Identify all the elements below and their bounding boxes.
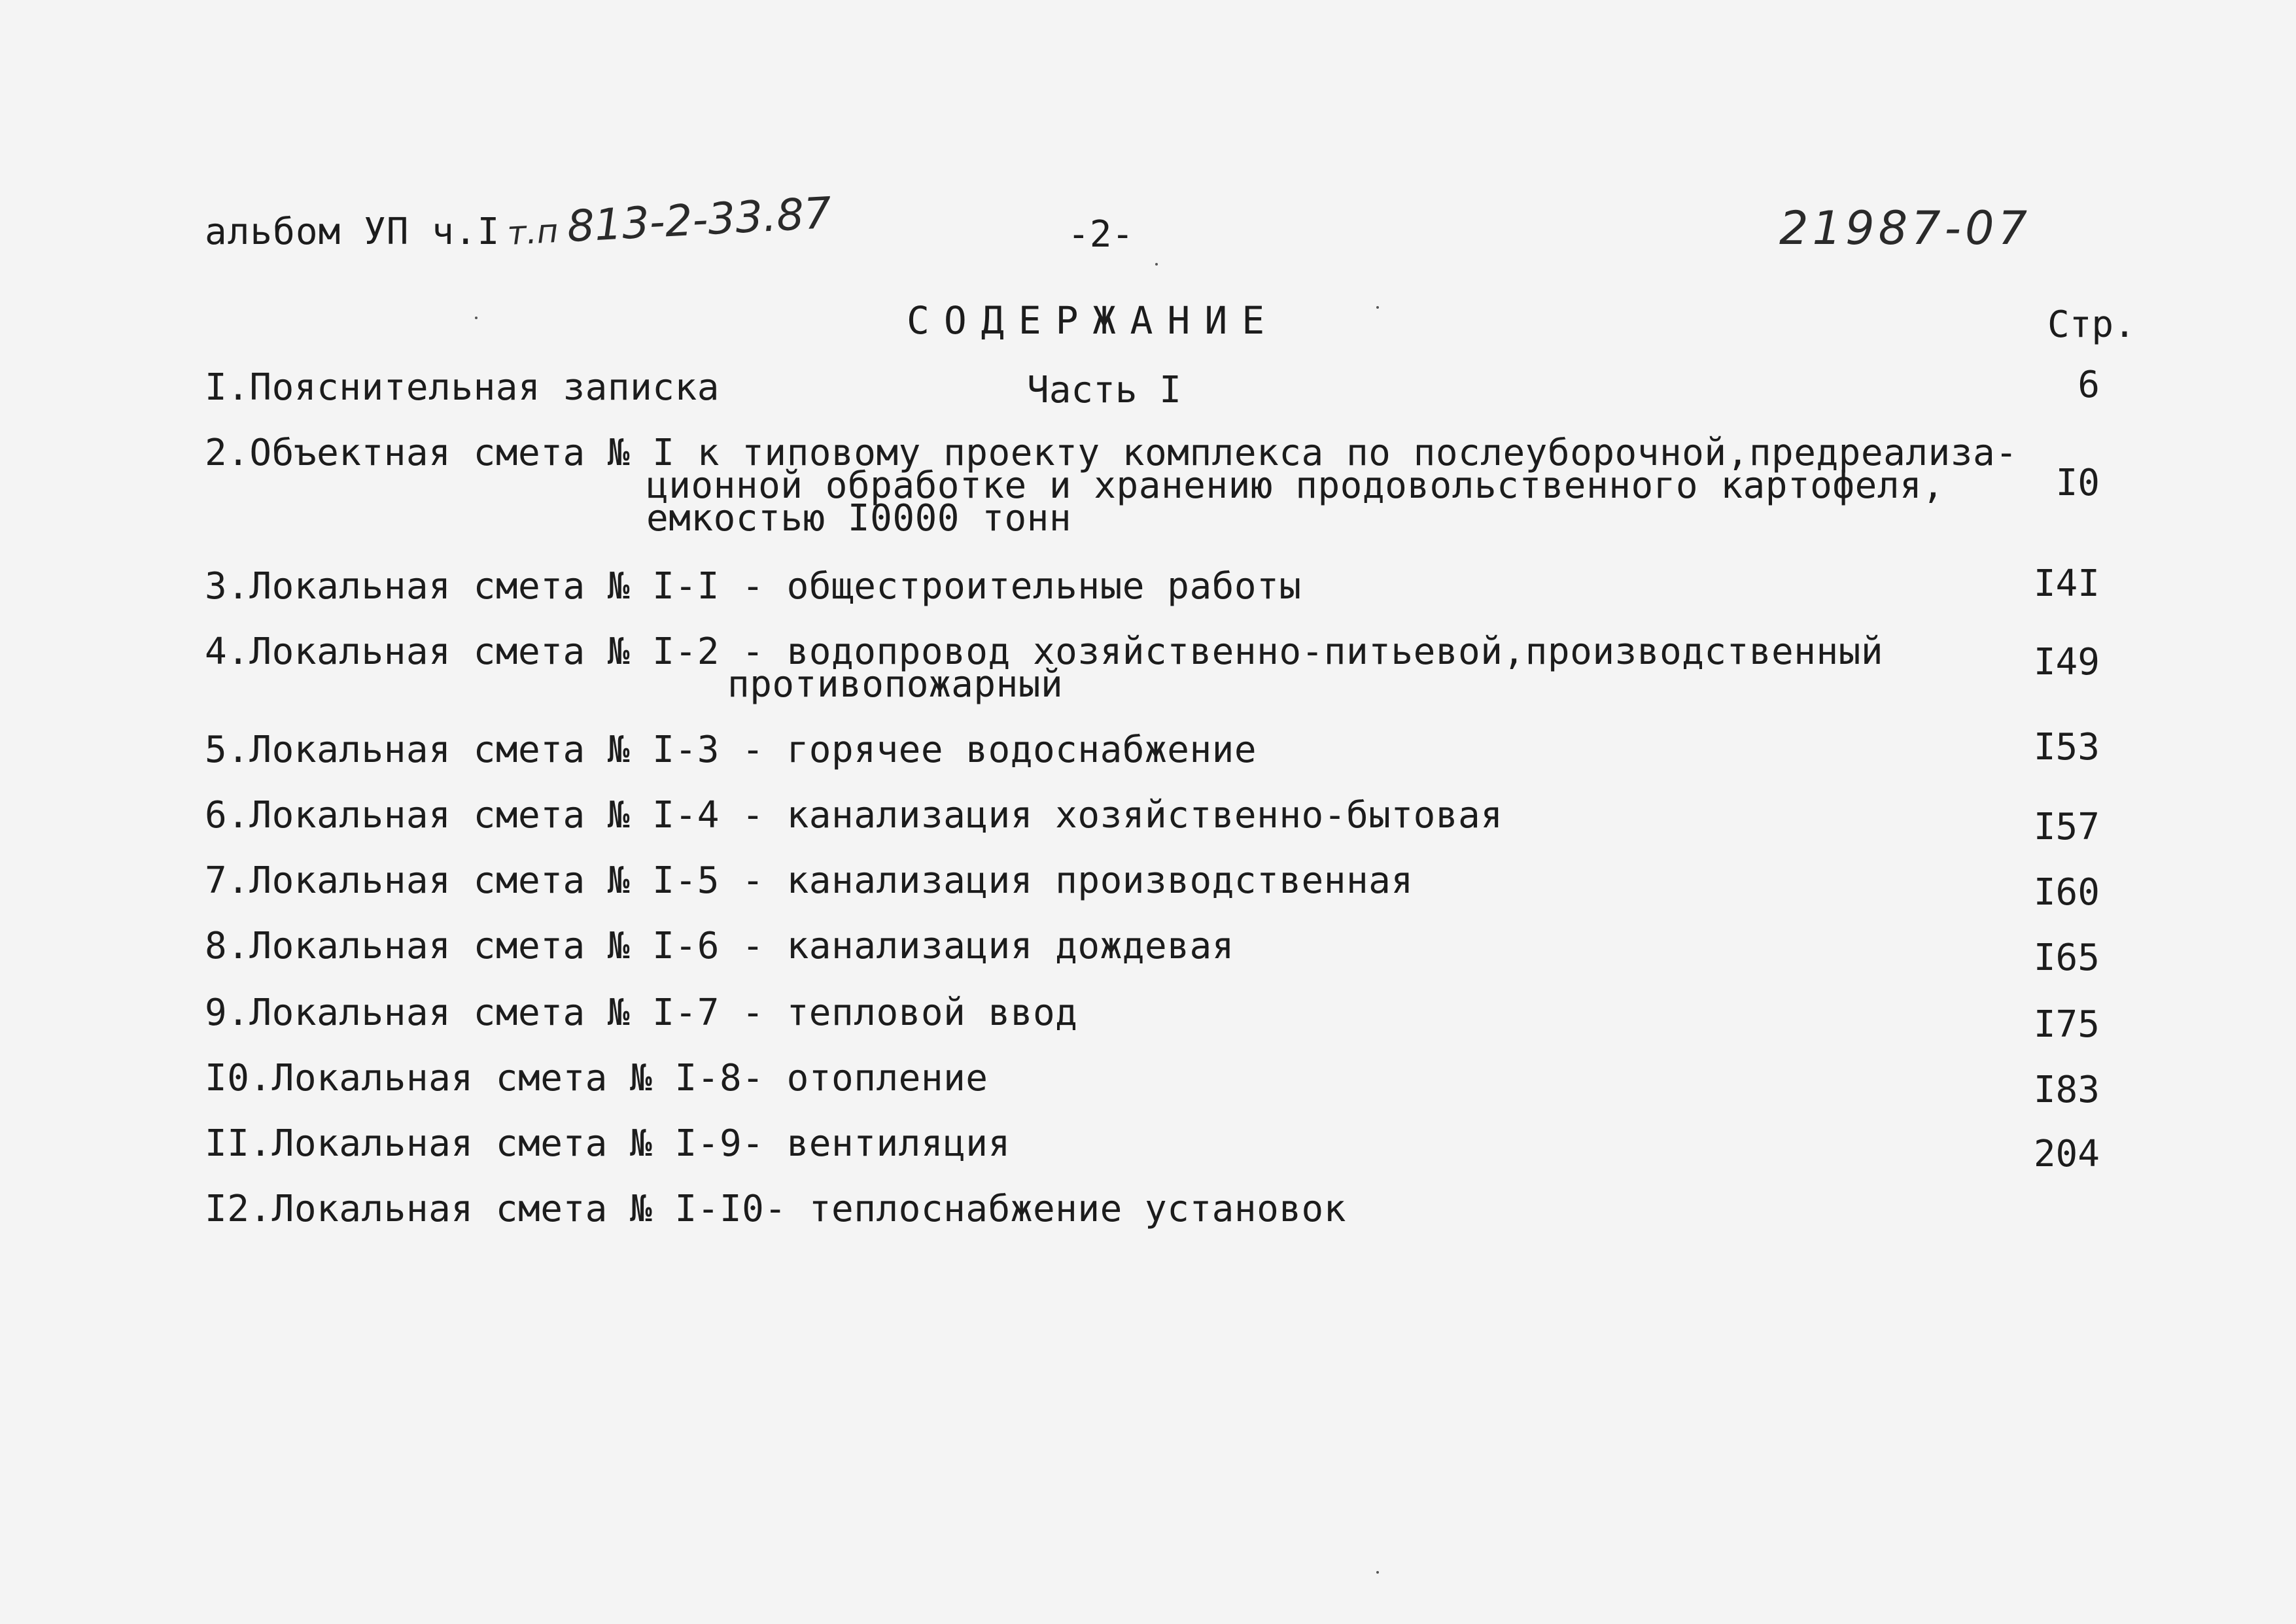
toc-entry-3-page: I4I <box>2033 562 2100 605</box>
toc-entry-11-page: 204 <box>2033 1133 2100 1175</box>
inventory-number: 21987-07 <box>1779 201 2032 255</box>
handwritten-project-code <box>506 188 833 255</box>
toc-entry-1-page: 6 <box>2078 364 2100 406</box>
page-number: -2- <box>1068 213 1134 256</box>
scan-speck <box>1155 263 1158 266</box>
toc-entry-6: 6.Локальная смета № I-4 - канализация хозяйственно-бытовая <box>205 794 1503 837</box>
toc-entry-2-line-2: ционной обработке и хранению продовольственного картофеля, <box>646 464 1945 507</box>
toc-entry-3: 3.Локальная смета № I-I - общестроительные работы <box>205 565 1302 608</box>
toc-entry-4: 4.Локальная смета № I-2 - водопровод хозяйственно-питьевой,производственный <box>205 631 1884 673</box>
project-code: 813-2-33.87 <box>565 188 833 252</box>
scan-speck <box>1376 1571 1379 1574</box>
toc-entry-6-page: I57 <box>2033 806 2100 848</box>
toc-entry-2-line-3: емкостью I0000 тонн <box>646 497 1072 540</box>
toc-entry-7-page: I60 <box>2033 871 2100 914</box>
scan-speck <box>475 317 478 319</box>
toc-entry-4-line-2: противопожарный <box>727 663 1064 706</box>
toc-entry-1: I.Пояснительная записка <box>205 366 720 409</box>
part-label: Часть I <box>1027 369 1182 411</box>
scan-speck <box>1376 306 1379 309</box>
toc-entry-12: I2.Локальная смета № I-I0- теплоснабжение установок <box>205 1188 1346 1230</box>
page-column-header: Стр. <box>2047 303 2136 346</box>
toc-entry-5-page: I53 <box>2033 726 2100 769</box>
toc-title: СОДЕРЖАНИЕ <box>907 298 1279 343</box>
toc-entry-8-page: I65 <box>2033 937 2100 979</box>
toc-entry-2-page: I0 <box>2055 462 2100 504</box>
toc-entry-9: 9.Локальная смета № I-7 - тепловой ввод <box>205 992 1078 1034</box>
toc-entry-7: 7.Локальная смета № I-5 - канализация производственная <box>205 859 1414 902</box>
toc-entry-5: 5.Локальная смета № I-3 - горячее водоснабжение <box>205 729 1257 771</box>
album-label: альбом УП ч.I <box>205 211 500 253</box>
project-code-prefix: т.п <box>506 211 559 252</box>
toc-entry-2: 2.Объектная смета № I к типовому проекту комплекса по послеуборочной,предреализа- <box>205 432 2018 474</box>
toc-entry-10-page: I83 <box>2033 1069 2100 1111</box>
toc-entry-9-page: I75 <box>2033 1003 2100 1046</box>
toc-entry-4-page: I49 <box>2033 641 2100 683</box>
toc-entry-10: I0.Локальная смета № I-8- отопление <box>205 1057 988 1099</box>
toc-entry-8: 8.Локальная смета № I-6 - канализация дождевая <box>205 925 1234 967</box>
toc-entry-11: II.Локальная смета № I-9- вентиляция <box>205 1122 1011 1165</box>
